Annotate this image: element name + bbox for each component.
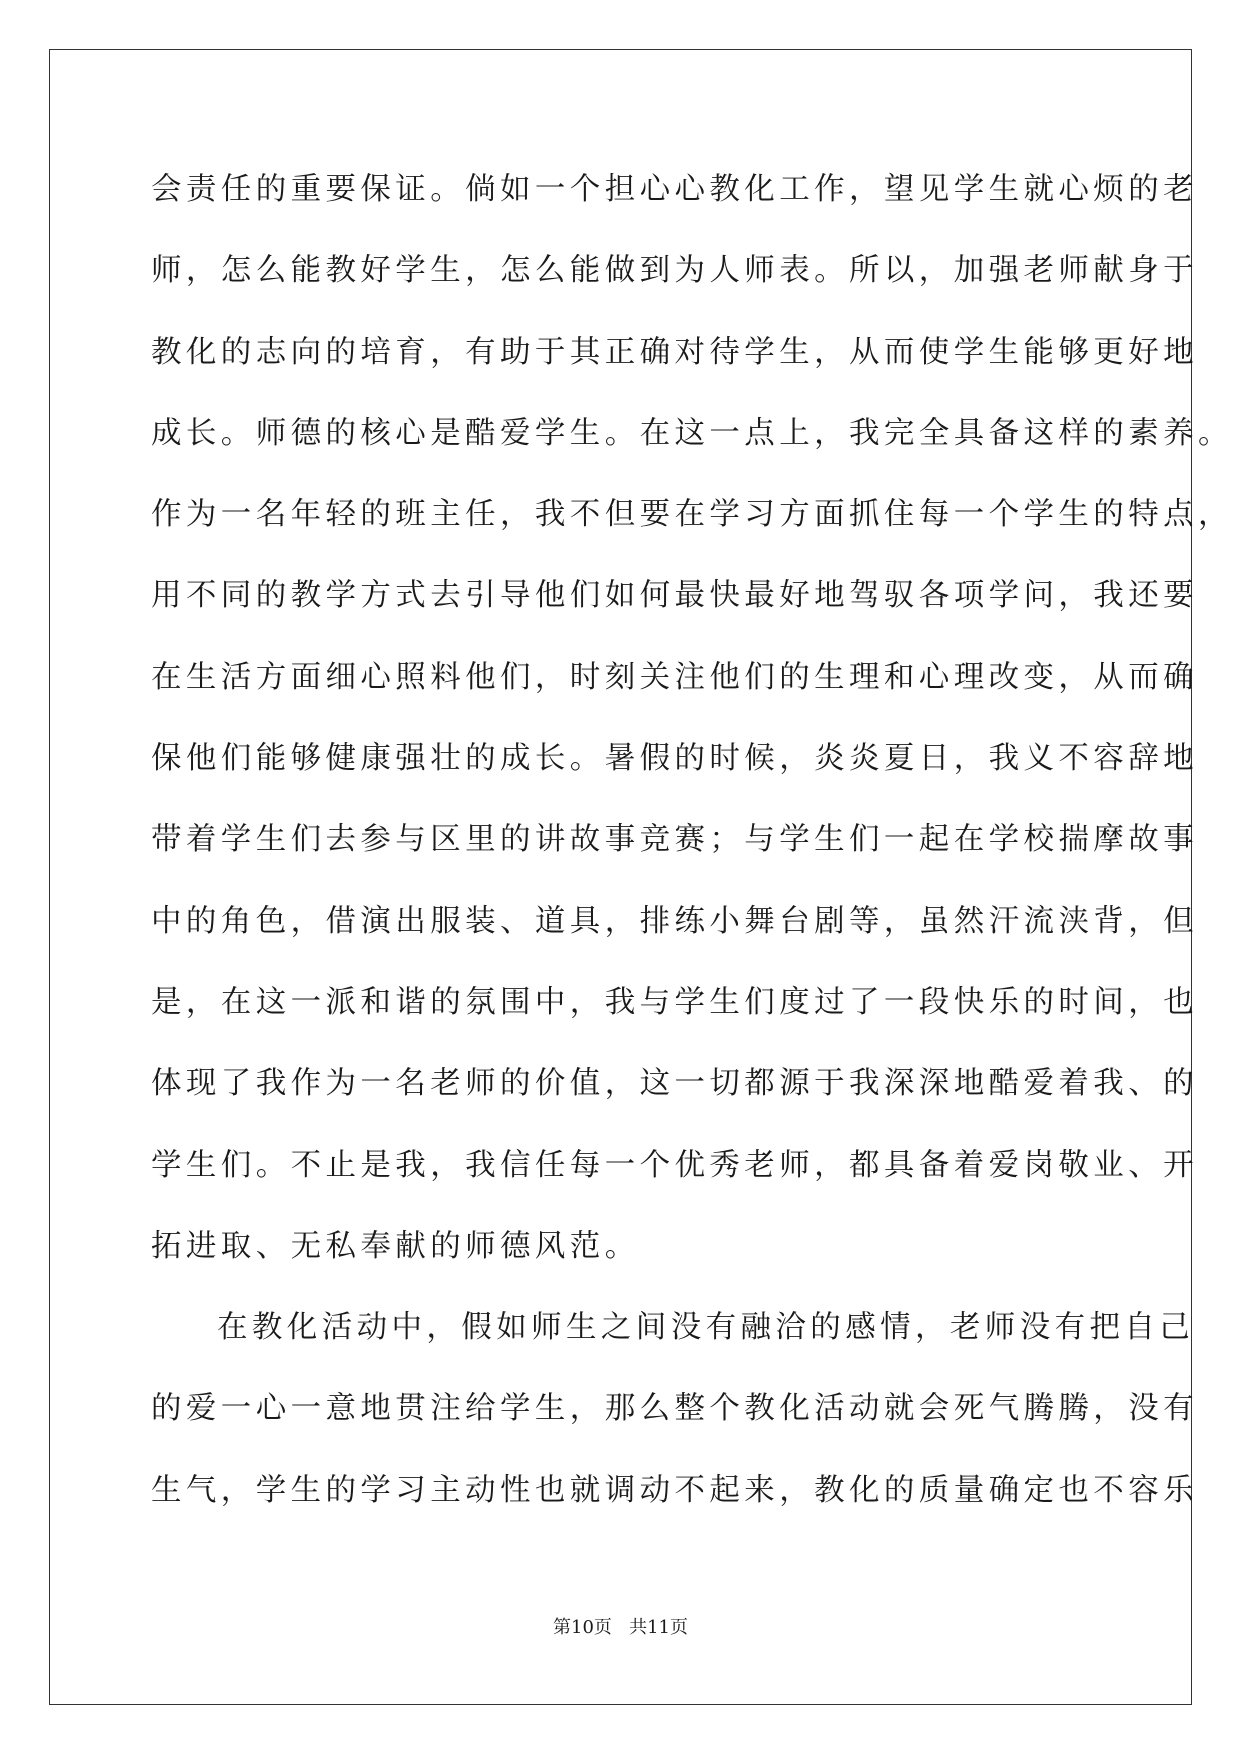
text-line: 拓进取、无私奉献的师德风范。 [151, 1228, 640, 1264]
text-line: 体现了我作为一名老师的价值，这一切都源于我深深地酷爱着我、的 [151, 1066, 1198, 1102]
text-line: 中的角色，借演出服装、道具，排练小舞台剧等，虽然汗流浃背，但 [151, 903, 1198, 939]
text-line: 生气，学生的学习主动性也就调动不起来，教化的质量确定也不容乐 [151, 1472, 1198, 1508]
text-line: 成长。师德的核心是酷爱学生。在这一点上，我完全具备这样的素养。 [151, 415, 1233, 451]
text-line: 学生们。不止是我，我信任每一个优秀老师，都具备着爱岗敬业、开 [151, 1147, 1198, 1183]
text-line: 会责任的重要保证。倘如一个担心心教化工作，望见学生就心烦的老 [151, 172, 1198, 207]
text-line: 作为一名年轻的班主任，我不但要在学习方面抓住每一个学生的特点， [151, 497, 1233, 533]
text-line: 师，怎么能教好学生，怎么能做到为人师表。所以，加强老师献身于 [151, 253, 1198, 289]
text-line: 是，在这一派和谐的氛围中，我与学生们度过了一段快乐的时间，也 [151, 984, 1198, 1020]
text-line: 的爱一心一意地贯注给学生，那么整个教化活动就会死气腾腾，没有 [151, 1391, 1198, 1427]
text-line: 保他们能够健康强壮的成长。暑假的时候，炎炎夏日，我义不容辞地 [151, 741, 1198, 777]
paragraph-start-line: 在教化活动中，假如师生之间没有融洽的感情，老师没有把自己 [217, 1310, 1195, 1346]
text-line: 用不同的教学方式去引导他们如何最快最好地驾驭各项学问，我还要 [151, 578, 1198, 614]
text-line: 教化的志向的培育，有助于其正确对待学生，从而使学生能够更好地 [151, 334, 1198, 370]
page-number: 第10页 共11页 [553, 1617, 688, 1638]
body-text [151, 163, 1233, 1545]
text-line: 带着学生们去参与区里的讲故事竞赛；与学生们一起在学校揣摩故事 [151, 822, 1198, 858]
text-line: 在生活方面细心照料他们，时刻关注他们的生理和心理改变，从而确 [151, 659, 1198, 695]
